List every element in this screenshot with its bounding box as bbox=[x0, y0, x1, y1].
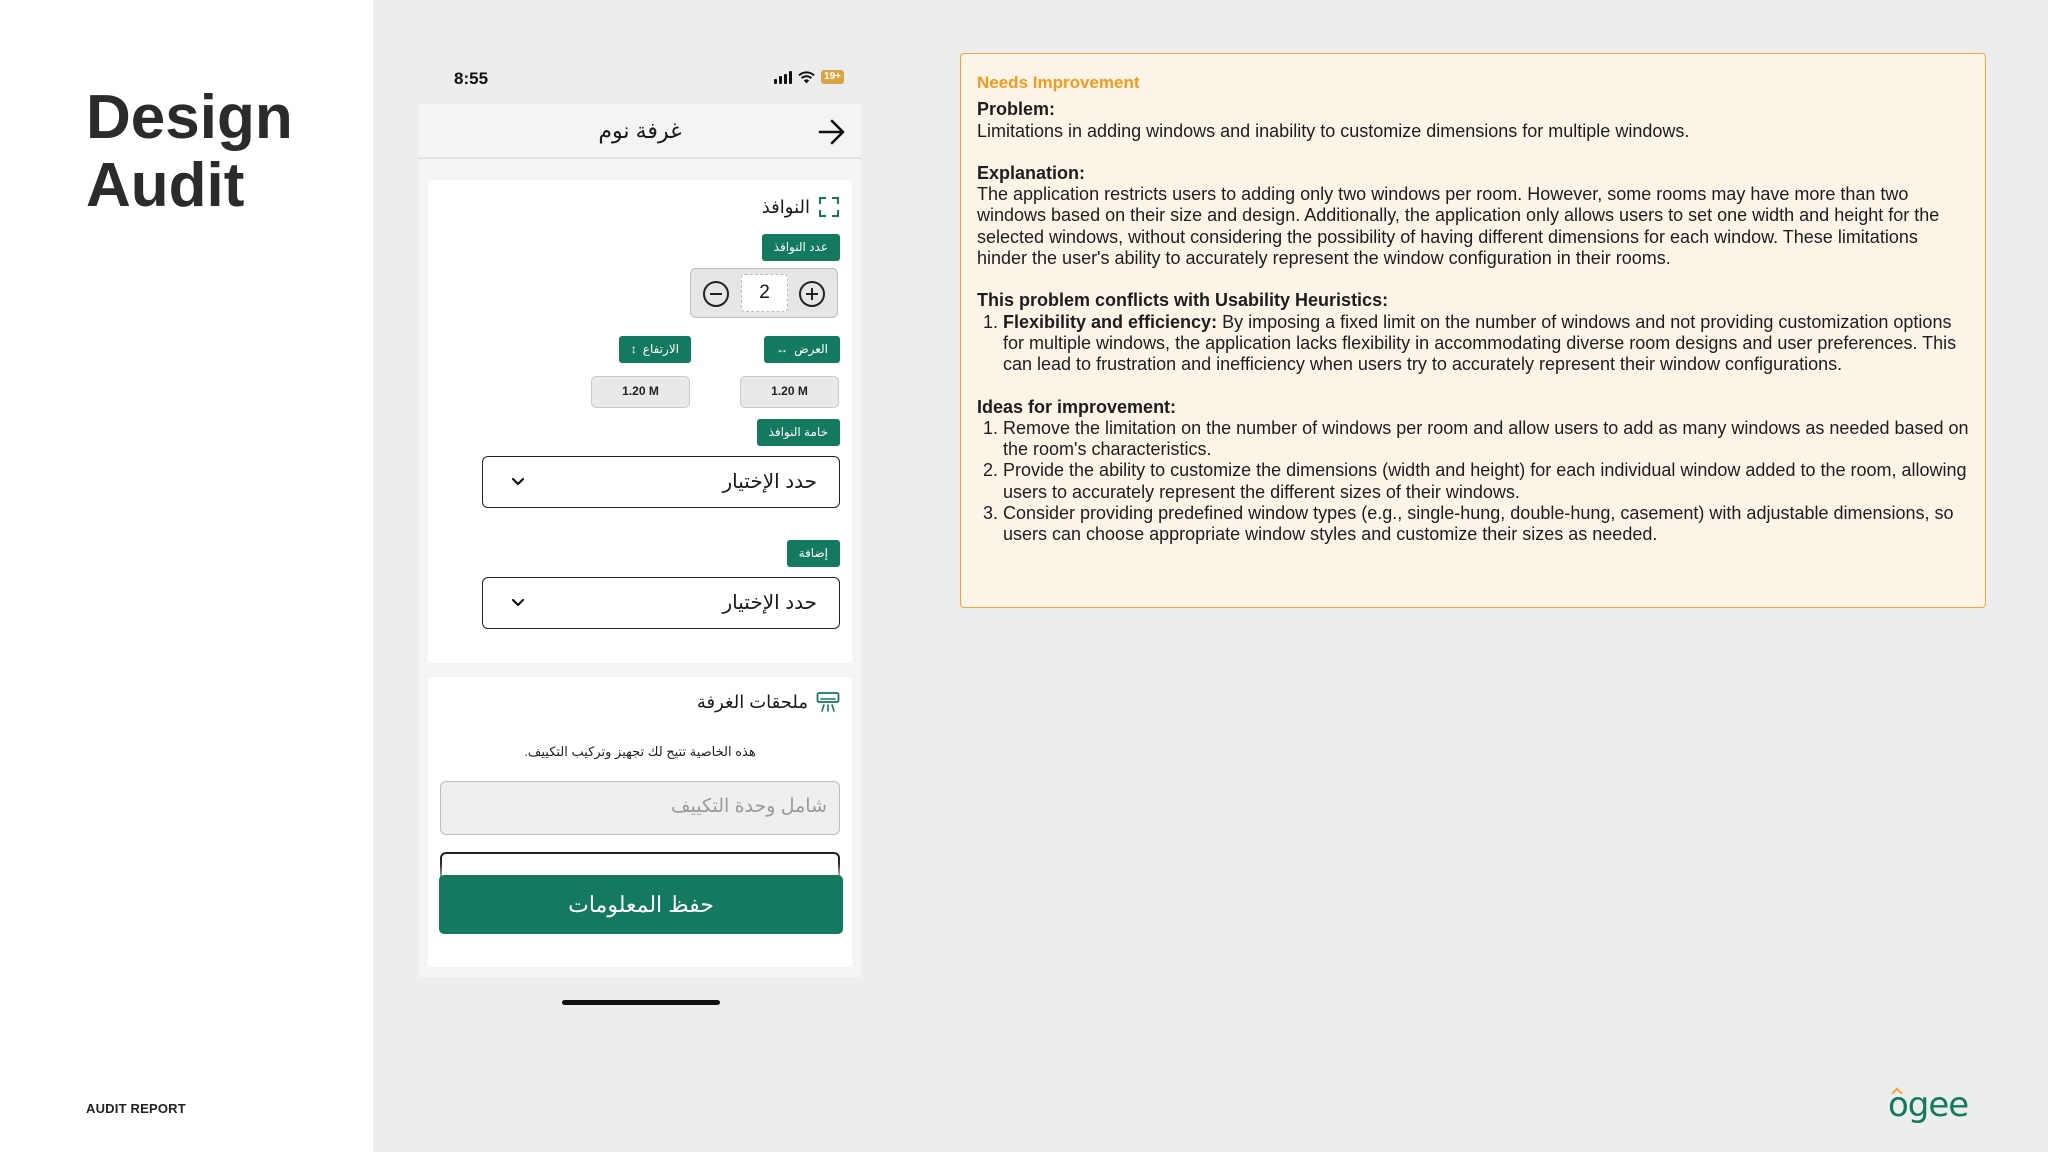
accessories-helper-text: هذه الخاصية تتيح لك تجهيز وتركيب التكييف. bbox=[524, 744, 756, 759]
back-arrow-icon[interactable] bbox=[818, 119, 846, 145]
battery-icon: 19+ bbox=[821, 70, 844, 84]
window-count-value[interactable]: 2 bbox=[741, 274, 788, 312]
status-icons bbox=[774, 70, 844, 84]
heuristics-heading: This problem conflicts with Usability Heuristics: bbox=[977, 290, 1389, 311]
ideas-heading: Ideas for improvement: bbox=[977, 396, 1177, 417]
status-time: 8:55 bbox=[454, 69, 489, 88]
list-item: 1. Remove the limitation on the number of windows per room and allow users to add as many windows as needed based on the room's characteristics. bbox=[1003, 418, 1969, 461]
width-label-tag bbox=[764, 336, 840, 363]
air-conditioner-icon bbox=[816, 691, 840, 713]
add-select-value: حدد الإختيار bbox=[722, 592, 817, 614]
window-count-stepper bbox=[690, 268, 838, 318]
minus-icon[interactable] bbox=[703, 281, 729, 307]
material-select[interactable] bbox=[482, 456, 840, 508]
ideas-list bbox=[977, 418, 1969, 546]
heuristics-list bbox=[977, 312, 1969, 376]
height-label: الارتفاع bbox=[642, 342, 679, 356]
height-value[interactable]: 1.20 M bbox=[591, 376, 690, 408]
brand-logo: ogee bbox=[1888, 1085, 1969, 1125]
width-value[interactable]: 1.20 M bbox=[740, 376, 839, 408]
list-item: 2. Provide the ability to customize the dimensions (width and height) for each individual window added to the room, allowing users to accurately represent the different sizes of their windows. bbox=[1003, 460, 1969, 503]
add-select[interactable] bbox=[482, 577, 840, 629]
vertical-arrows-icon: ↕ bbox=[630, 342, 637, 356]
window-count-label: عدد النوافذ bbox=[762, 234, 840, 261]
save-button[interactable]: حفظ المعلومات bbox=[439, 875, 843, 934]
heuristic-text: By imposing a fixed limit on the number of windows and not providing customization options for multiple windows, the application lacks flexibility in accommodating diverse room designs and user preferences. This can lead to frustration and inefficiency when users try to accurately represent their window configurations. bbox=[1003, 311, 1957, 375]
status-bar bbox=[418, 62, 862, 96]
material-label: خامة النوافذ bbox=[757, 419, 840, 446]
slide-title bbox=[86, 84, 293, 220]
audit-note bbox=[960, 53, 1986, 608]
windows-section-title bbox=[762, 196, 840, 218]
material-select-value: حدد الإختيار bbox=[722, 471, 817, 493]
accessories-section-title bbox=[697, 691, 840, 713]
home-indicator bbox=[562, 1000, 720, 1005]
plus-icon[interactable] bbox=[799, 281, 825, 307]
wifi-icon bbox=[798, 71, 815, 84]
list-item: 3. Consider providing predefined window types (e.g., single-hung, double-hung, casement) with adjustable dimensions, so users can choose appropriate window styles and customize their sizes as needed. bbox=[1003, 503, 1969, 546]
ac-unit-input[interactable] bbox=[440, 781, 840, 835]
chevron-down-icon bbox=[511, 475, 525, 489]
ac-unit-placeholder: شامل وحدة التكييف bbox=[670, 796, 827, 817]
explanation-heading: Explanation: bbox=[977, 162, 1086, 183]
explanation-text: The application restricts users to adding only two windows per room. However, some rooms may have more than two windows based on their size and design. Additionally, the application only allows users to set one width and height for the selected windows, without considering the possibility of having different dimensions for each window. These limitations hinder the user's ability to accurately represent the window configuration in their rooms. bbox=[977, 184, 1940, 269]
slide-left-panel bbox=[0, 0, 373, 1152]
slide-title-line1: Design bbox=[86, 83, 293, 152]
page-title: غرفة نوم bbox=[598, 118, 682, 143]
heuristic-name: Flexibility and efficiency: bbox=[1003, 311, 1218, 332]
windows-title-label: النوافذ bbox=[761, 196, 810, 217]
accessories-title-label: ملحقات الغرفة bbox=[696, 691, 808, 712]
horizontal-arrows-icon: ↔ bbox=[776, 342, 789, 356]
problem-heading: Problem: bbox=[977, 99, 1056, 120]
chevron-down-icon bbox=[511, 596, 525, 610]
status-badge: Needs Improvement bbox=[977, 73, 1140, 92]
windows-card bbox=[428, 180, 852, 663]
phone-screen bbox=[418, 104, 862, 977]
problem-text: Limitations in adding windows and inability to customize dimensions for multiple windows. bbox=[977, 120, 1690, 141]
add-label: إضافة bbox=[787, 540, 840, 567]
slide-title-line2: Audit bbox=[86, 151, 245, 220]
signal-icon bbox=[774, 71, 792, 84]
height-label-tag bbox=[619, 336, 691, 363]
expand-icon bbox=[818, 196, 840, 218]
list-item bbox=[1003, 312, 1969, 376]
width-label: العرض bbox=[794, 342, 828, 356]
footer-label: AUDIT REPORT bbox=[86, 1101, 186, 1116]
app-header bbox=[418, 104, 862, 159]
